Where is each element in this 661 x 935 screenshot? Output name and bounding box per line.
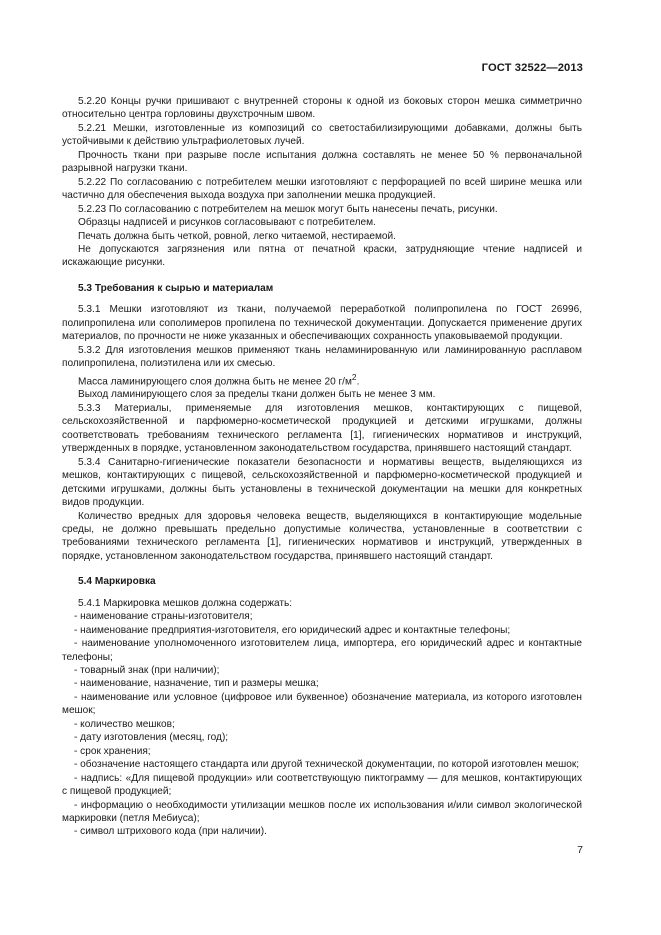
- list-item: - информацию о необходимости утилизации мешков после их использования и/или символ экологической маркировки (петля Мебиуса);: [62, 799, 582, 825]
- paragraph-strength: Прочность ткани при разрыве после испытания должна составлять не менее 50 % первоначальной разрывной нагрузки ткани.: [62, 149, 582, 175]
- paragraph-harmful-substances: Количество вредных для здоровья человека веществ, выделяющихся в контактирующие модельные среды, не должно превышать предельно допустимые количества, установленные в соответствии с требованиями технического регламента [1], гигиенических нормативов и инструкций, утвержденных в порядке, установленном законодательством государства, принявшего настоящий стандарт.: [62, 510, 582, 562]
- list-item: - наименование уполномоченного изготовителем лица, импортера, его юридический адрес и контактные телефоны;: [62, 638, 582, 663]
- lamination-mass-text: Масса ламинирующего слоя должна быть не менее 20 г/м: [78, 375, 352, 387]
- paragraph-lamination-mass: [62, 371, 582, 389]
- paragraph-5-4-1: 5.4.1 Маркировка мешков должна содержать:: [78, 597, 293, 609]
- standard-header: ГОСТ 32522—2013: [481, 62, 583, 74]
- section-heading-5-3: 5.3 Требования к сырью и материалам: [78, 282, 274, 294]
- paragraph-5-2-20: 5.2.20 Концы ручки пришивают с внутренней стороны к одной из боковых сторон мешка симметрично относительно центра горловины двухстрочным швом.: [62, 96, 582, 121]
- list-item: - товарный знак (при наличии);: [74, 665, 220, 677]
- period: .: [356, 375, 360, 387]
- paragraph-samples: Образцы надписей и рисунков согласовывают с потребителем.: [78, 217, 376, 229]
- paragraph-5-2-23: 5.2.23 По согласованию с потребителем на мешок могут быть нанесены печать, рисунки.: [78, 203, 498, 215]
- paragraph-5-2-22: 5.2.22 По согласованию с потребителем мешки изготовляют с перфорацией по всей ширине мешка или частично для обеспечения выхода воздуха при заполнении мешка продукцией.: [62, 176, 582, 202]
- section-heading-5-4: 5.4 Маркировка: [78, 576, 156, 588]
- list-item: - наименование, назначение, тип и размеры мешка;: [74, 678, 319, 690]
- paragraph-5-3-2: 5.3.2 Для изготовления мешков применяют ткань неламинированную или ламинированную расплавом полипропилена, полиэтилена или их смесью.: [62, 344, 582, 370]
- list-item: - наименование или условное (цифровое или буквенное) обозначение материала, из которого изготовлен мешок;: [62, 691, 582, 717]
- list-item: - наименование страны-изготовителя;: [74, 611, 253, 623]
- list-item: - символ штрихового кода (при наличии).: [74, 826, 267, 838]
- list-item: - обозначение настоящего стандарта или другой технической документации, по которой изготовлен мешок;: [74, 759, 580, 771]
- paragraph-5-2-21: 5.2.21 Мешки, изготовленные из композиций со светостабилизирующими добавками, должны быть устойчивыми к действию ультрафиолетовых лучей.: [62, 122, 582, 148]
- paragraph-stains: Не допускаются загрязнения или пятна от печатной краски, затрудняющие чтение надписей и искажающие рисунки.: [62, 243, 582, 269]
- paragraph-5-3-1: 5.3.1 Мешки изготовляют из ткани, получаемой переработкой полипропилена по ГОСТ 26996, полипропилена или сополимеров пропилена по технической документации. Допускается применение других материалов, по прочности не ниже указанных и обеспечивающих сохранность упаковываемой продукции.: [62, 304, 582, 343]
- paragraph-5-3-4: 5.3.4 Санитарно-гигиенические показатели безопасности и нормативы веществ, выделяющихся из мешков, контактирующих с пищевой, сельскохозяйственной и парфюмерно-косметической продукцией и детскими игрушками, должны быть установлены в технической документации на мешки для конкретных видов продукции.: [62, 456, 582, 509]
- list-item: - дату изготовления (месяц, год);: [74, 732, 229, 744]
- page-number: 7: [577, 844, 583, 856]
- document-body: [62, 95, 582, 839]
- paragraph-print-quality: Печать должна быть четкой, ровной, легко читаемой, нестираемой.: [78, 230, 396, 242]
- paragraph-lamination-overhang: Выход ламинирующего слоя за пределы ткани должен быть не менее 3 мм.: [78, 389, 436, 401]
- list-item: - количество мешков;: [74, 718, 175, 730]
- list-item: - наименование предприятия-изготовителя, его юридический адрес и контактные телефоны;: [74, 624, 511, 636]
- list-item: - надпись: «Для пищевой продукции» или соответствующую пиктограмму — для мешков, контактирующих с пищевой продукцией;: [62, 772, 582, 798]
- list-item: - срок хранения;: [74, 745, 151, 757]
- paragraph-5-3-3: 5.3.3 Материалы, применяемые для изготовления мешков, контактирующих с пищевой, сельскохозяйственной и парфюмерно-косметической продукцией и детскими игрушками, должны соответствовать требованиям технического регламента [1], гигиенических нормативов и инструкций, утвержденных в порядке, установленном законодательством государства, принявшего настоящий стандарт.: [62, 402, 582, 455]
- superscript: 2: [351, 371, 357, 382]
